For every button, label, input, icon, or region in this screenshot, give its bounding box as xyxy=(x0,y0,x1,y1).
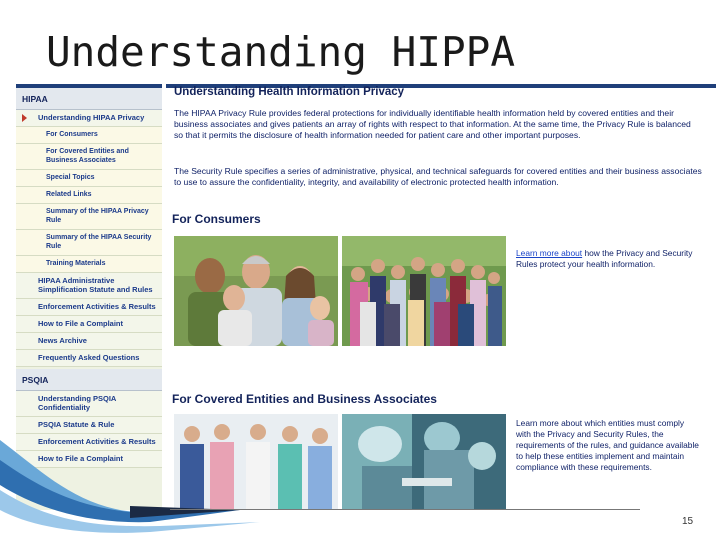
sidebar-item-label: Related Links xyxy=(46,191,92,198)
sidebar-item-label: Understanding HIPAA Privacy xyxy=(38,113,145,122)
sidebar-header-hipaa: HIPAA xyxy=(16,88,162,110)
consumers-caption-text: how the Privacy and Security Rules protect your health information. xyxy=(516,248,693,269)
sidebar-item-label: Enforcement Activities & Results xyxy=(38,437,156,446)
surgery-photo-image xyxy=(342,414,506,510)
sidebar-item-hipaa-3[interactable] xyxy=(16,170,162,187)
sidebar-item-label: Summary of the HIPAA Security Rule xyxy=(46,234,152,250)
sidebar-item-hipaa-6[interactable] xyxy=(16,230,162,256)
privacy-rule-paragraph: The HIPAA Privacy Rule provides federal protections for individually identifiable health information held by covered entities and their business associates and gives patients an array of rights with respect to that information. At the same time, the Privacy Rule is balanced so that it permits the disclosure of health information needed for patient care and other important purposes. xyxy=(174,108,691,140)
sidebar-item-hipaa-10[interactable] xyxy=(16,316,162,333)
sidebar-item-label: For Consumers xyxy=(46,131,98,138)
page-heading: Understanding Health Information Privacy xyxy=(174,86,405,98)
consumers-heading: For Consumers xyxy=(172,212,261,226)
sidebar-item-label: Frequently Asked Questions xyxy=(38,353,140,362)
group-photo-image xyxy=(342,236,506,346)
sidebar-header-psqia: PSQIA xyxy=(16,369,162,391)
slide-title: Understanding HIPPA xyxy=(46,28,515,76)
security-rule-paragraph: The Security Rule specifies a series of administrative, physical, and technical safeguards for covered entities and their business associates to use to assure the confidentiality, integrity, and availability of electronic protected health information. xyxy=(174,166,702,187)
surgery-photo xyxy=(342,414,506,510)
sidebar-item-hipaa-11[interactable] xyxy=(16,333,162,350)
consumers-caption xyxy=(516,248,696,270)
sidebar-item-hipaa-5[interactable] xyxy=(16,204,162,230)
sidebar-item-hipaa-1[interactable] xyxy=(16,127,162,144)
sidebar-item-label: News Archive xyxy=(38,336,87,345)
sidebar-item-label: How to File a Complaint xyxy=(38,454,124,463)
sidebar-item-hipaa-12[interactable] xyxy=(16,350,162,367)
sidebar-item-label: How to File a Complaint xyxy=(38,319,124,328)
sidebar-item-hipaa-2[interactable] xyxy=(16,144,162,170)
sidebar-item-hipaa-0[interactable] xyxy=(16,110,162,127)
group-photo xyxy=(342,236,506,346)
sidebar-item-label: PSQIA Statute & Rule xyxy=(38,420,115,429)
sidebar-item-label: Special Topics xyxy=(46,174,95,181)
sidebar-item-psqia-1[interactable] xyxy=(16,417,162,434)
sidebar-item-label: Training Materials xyxy=(46,260,106,267)
sidebar-item-hipaa-7[interactable] xyxy=(16,256,162,273)
sidebar-item-label: For Covered Entities and Business Associates xyxy=(46,148,129,164)
slide-page-number: 15 xyxy=(682,516,694,527)
family-photo xyxy=(174,236,338,346)
sidebar-item-label: Understanding PSQIA Confidentiality xyxy=(38,394,117,412)
sidebar-item-hipaa-8[interactable] xyxy=(16,273,162,299)
sidebar-item-psqia-0[interactable] xyxy=(16,391,162,417)
active-arrow-icon xyxy=(22,114,27,122)
slide-bottom-rule xyxy=(170,509,640,510)
family-photo-image xyxy=(174,236,338,346)
sidebar-hipaa-list xyxy=(16,110,162,367)
consumers-learn-more-link[interactable]: Learn more about xyxy=(516,248,583,258)
slide-swoosh-decoration xyxy=(0,440,300,540)
sidebar-item-hipaa-4[interactable] xyxy=(16,187,162,204)
sidebar-item-label: Summary of the HIPAA Privacy Rule xyxy=(46,208,149,224)
sidebar-item-label: HIPAA Administrative Simplification Statute and Rules xyxy=(38,276,153,294)
sidebar-item-label: Enforcement Activities & Results xyxy=(38,302,156,311)
sidebar-item-hipaa-9[interactable] xyxy=(16,299,162,316)
entities-heading: For Covered Entities and Business Associates xyxy=(172,392,437,406)
entities-caption: Learn more about which entities must comply with the Privacy and Security Rules, the requirements of the rules, and guidance available to help these entities implement and maintain compliance with these requirements. xyxy=(516,418,699,472)
